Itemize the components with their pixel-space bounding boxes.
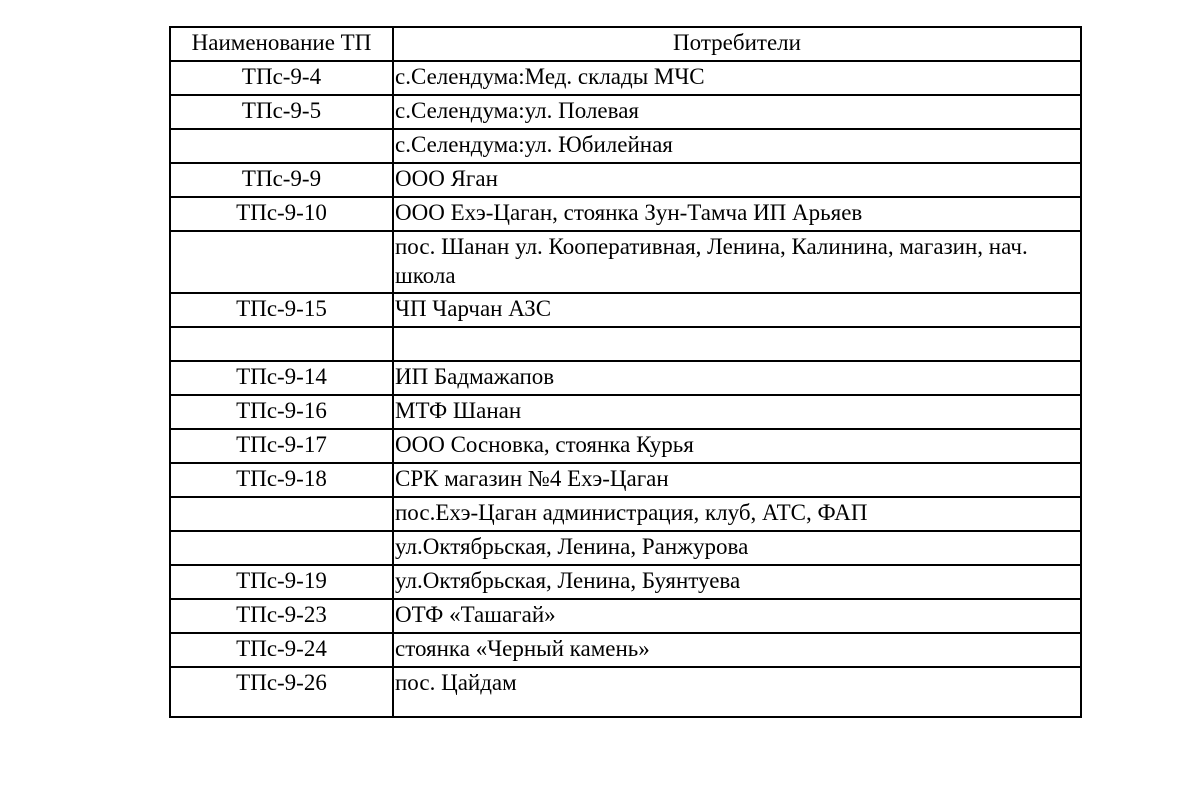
tp-name-cell: ТПс-9-10 xyxy=(170,197,393,231)
consumers-cell: стоянка «Черный камень» xyxy=(393,633,1081,667)
tp-name-cell: ТПс-9-19 xyxy=(170,565,393,599)
tp-name-cell xyxy=(170,129,393,163)
tp-name-cell: ТПс-9-26 xyxy=(170,667,393,717)
table-row xyxy=(170,633,1081,667)
tp-name-cell: ТПс-9-9 xyxy=(170,163,393,197)
consumers-cell: МТФ Шанан xyxy=(393,395,1081,429)
table-row xyxy=(170,463,1081,497)
tp-name-cell: ТПс-9-5 xyxy=(170,95,393,129)
table-row xyxy=(170,197,1081,231)
consumers-cell: ООО Ехэ-Цаган, стоянка Зун-Тамча ИП Арьяев xyxy=(393,197,1081,231)
consumers-cell: пос.Ехэ-Цаган администрация, клуб, АТС, ФАП xyxy=(393,497,1081,531)
tp-name-cell: ТПс-9-23 xyxy=(170,599,393,633)
table-row xyxy=(170,361,1081,395)
table-row xyxy=(170,231,1081,293)
consumers-cell: пос. Цайдам xyxy=(393,667,1081,717)
consumers-cell: СРК магазин №4 Ехэ-Цаган xyxy=(393,463,1081,497)
consumers-cell: ул.Октябрьская, Ленина, Буянтуева xyxy=(393,565,1081,599)
table-row xyxy=(170,61,1081,95)
table-row xyxy=(170,565,1081,599)
tp-name-cell: ТПс-9-15 xyxy=(170,293,393,327)
table-row xyxy=(170,531,1081,565)
tp-name-cell: ТПс-9-17 xyxy=(170,429,393,463)
consumers-cell: ООО Сосновка, стоянка Курья xyxy=(393,429,1081,463)
table-row xyxy=(170,429,1081,463)
table-row xyxy=(170,163,1081,197)
tp-name-cell xyxy=(170,497,393,531)
table-row xyxy=(170,293,1081,327)
table-header-row xyxy=(170,27,1081,61)
consumers-cell: ИП Бадмажапов xyxy=(393,361,1081,395)
tp-name-cell: ТПс-9-4 xyxy=(170,61,393,95)
consumers-cell: с.Селендума:ул. Полевая xyxy=(393,95,1081,129)
consumers-cell: с.Селендума:ул. Юбилейная xyxy=(393,129,1081,163)
table-row xyxy=(170,395,1081,429)
consumers-cell: ОТФ «Ташагай» xyxy=(393,599,1081,633)
tp-name-cell xyxy=(170,231,393,293)
tp-name-cell xyxy=(170,531,393,565)
table-row xyxy=(170,667,1081,717)
table-row xyxy=(170,327,1081,361)
tp-name-cell: ТПс-9-18 xyxy=(170,463,393,497)
table-row xyxy=(170,95,1081,129)
tp-name-cell: ТПс-9-14 xyxy=(170,361,393,395)
tp-name-cell xyxy=(170,327,393,361)
table-row xyxy=(170,497,1081,531)
table-row xyxy=(170,599,1081,633)
consumers-table xyxy=(169,26,1082,718)
consumers-cell: пос. Шанан ул. Кооперативная, Ленина, Калинина, магазин, нач. школа xyxy=(393,231,1081,293)
consumers-cell: ЧП Чарчан АЗС xyxy=(393,293,1081,327)
header-consumers: Потребители xyxy=(393,27,1081,61)
consumers-cell: ул.Октябрьская, Ленина, Ранжурова xyxy=(393,531,1081,565)
consumers-cell: ООО Яган xyxy=(393,163,1081,197)
tp-name-cell: ТПс-9-16 xyxy=(170,395,393,429)
table-row xyxy=(170,129,1081,163)
consumers-cell xyxy=(393,327,1081,361)
header-tp-name: Наименование ТП xyxy=(170,27,393,61)
tp-name-cell: ТПс-9-24 xyxy=(170,633,393,667)
consumers-cell: с.Селендума:Мед. склады МЧС xyxy=(393,61,1081,95)
